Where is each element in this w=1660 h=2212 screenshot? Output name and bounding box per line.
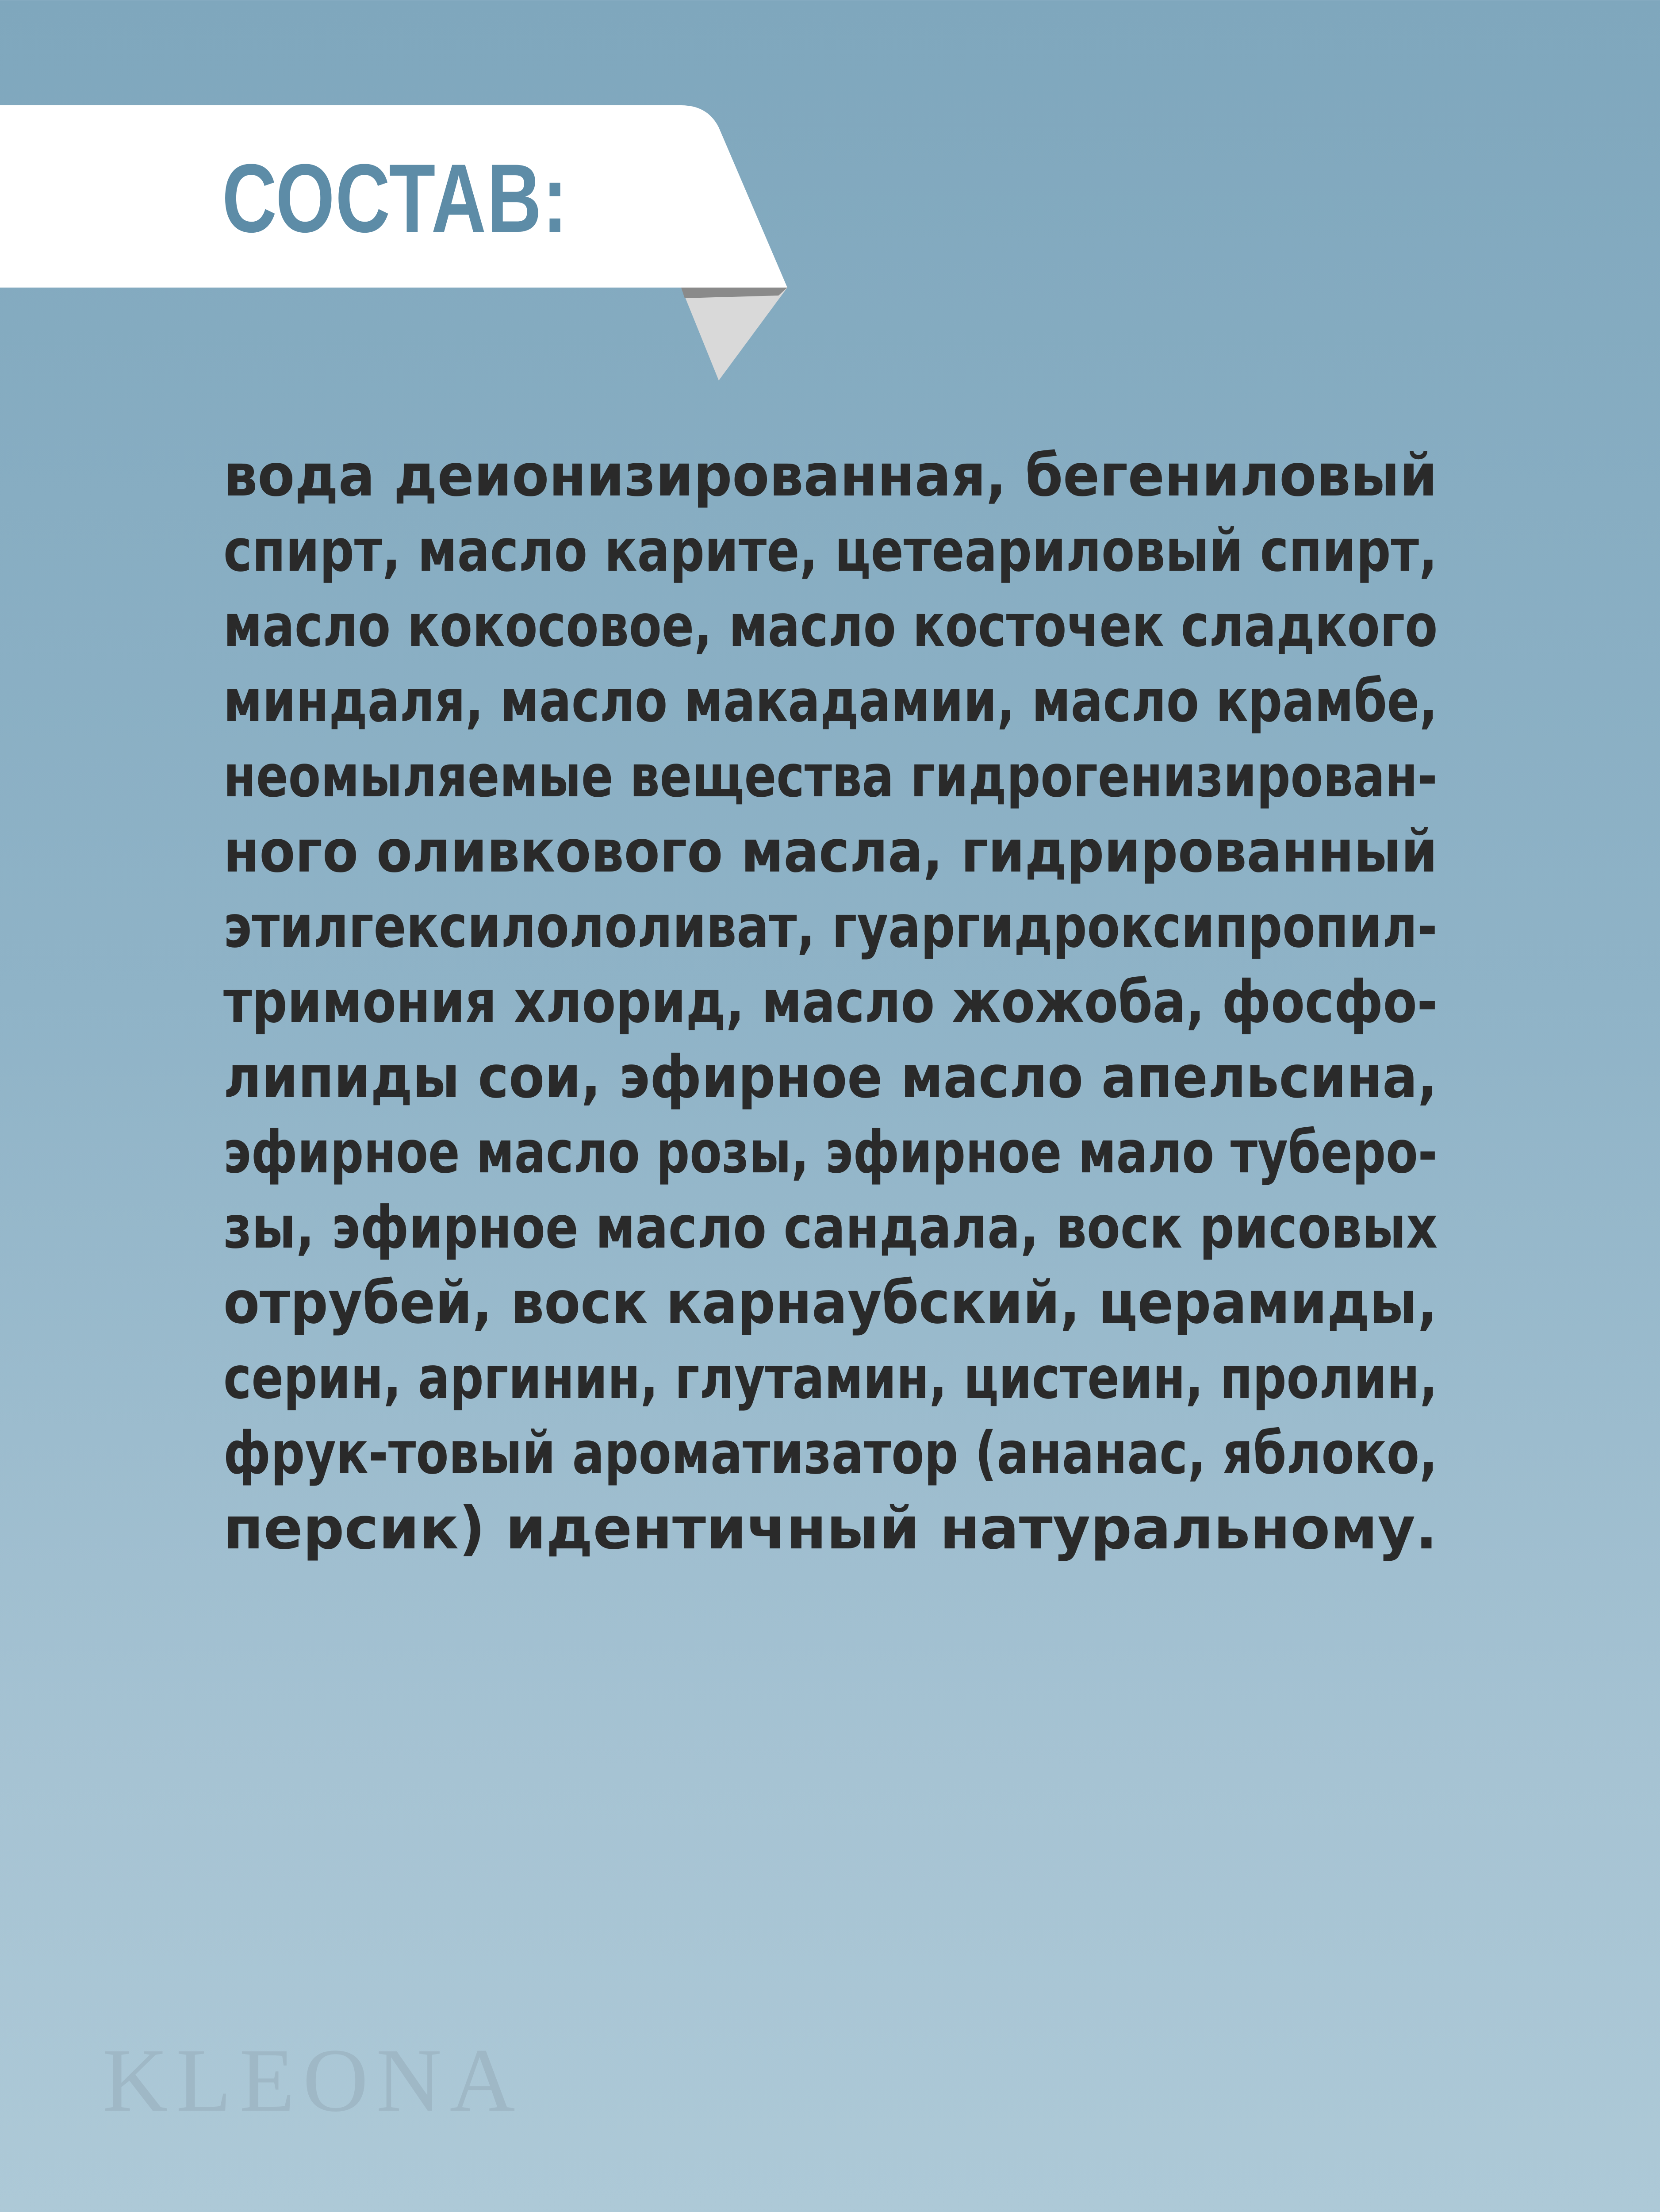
ingredients-line: серин, аргинин, глутамин, цистеин, пролин, [223, 1344, 1438, 1412]
ingredients-line: эфирное масло розы, эфирное мало туберо- [223, 1118, 1438, 1187]
ingredients-line: отрубей, воск карнаубский, церамиды, [223, 1269, 1438, 1337]
ingredients-text [223, 438, 1438, 1566]
ingredients-line: этилгексилололиват, гуаргидроксипропил- [223, 893, 1438, 961]
ingredients-line: зы, эфирное масло сандала, воск рисовых [223, 1194, 1438, 1262]
ingredients-line: миндаля, масло макадамии, масло крамбе, [223, 667, 1438, 735]
ingredients-line: спирт, масло карите, цетеариловый спирт, [223, 517, 1438, 585]
ingredients-line: ного оливкового масла, гидрированный [223, 818, 1438, 886]
ingredients-line: неомыляемые вещества гидрогенизирован- [223, 742, 1438, 810]
ingredients-line: тримония хлорид, масло жожоба, фосфо- [223, 968, 1438, 1036]
ingredients-line: персик) идентичный натуральному. [223, 1494, 1438, 1563]
brand-watermark: KLEONA [103, 2030, 523, 2131]
ingredients-line: вода деионизированная, бегениловый [223, 442, 1438, 510]
ingredients-line: липиды сои, эфирное масло апельсина, [223, 1043, 1438, 1111]
ingredients-line: фрук-товый ароматизатор (ананас, яблоко, [223, 1419, 1438, 1487]
page-title: СОСТАВ: [222, 144, 568, 253]
title-banner [0, 105, 787, 382]
ingredients-line: масло кокосовое, масло косточек сладкого [223, 592, 1438, 660]
